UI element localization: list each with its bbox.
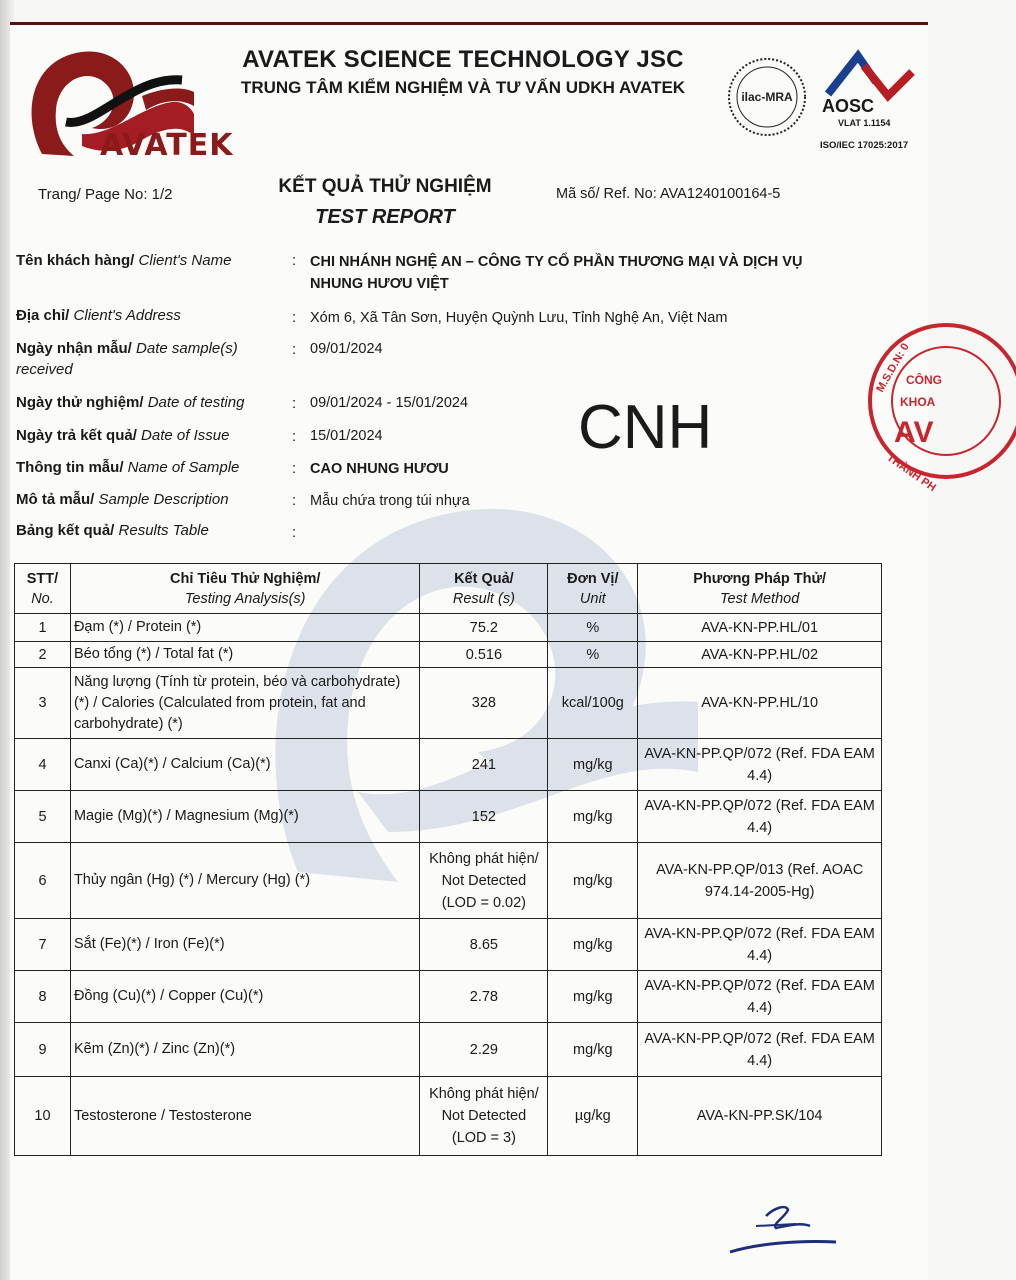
- sample-name-value: CAO NHUNG HƯƠU: [310, 461, 449, 477]
- row-method: AVA-KN-PP.HL/02: [638, 642, 882, 668]
- date-received-label: Ngày nhận mẫu/ Date sample(s): [16, 340, 238, 357]
- colon: :: [292, 395, 297, 412]
- report-title-vi: KẾT QUẢ THỬ NGHIỆM: [278, 176, 492, 197]
- results-table-label: Bảng kết quả/ Results Table: [16, 522, 209, 539]
- row-result: 241: [420, 739, 548, 791]
- row-analysis: Năng lượng (Tính từ protein, béo và carbohydrate) (*) / Calories (Calculated from protein, fat and carbohydrate) (*): [70, 668, 420, 739]
- header-result: Kết Quả/ Result (s): [420, 564, 548, 614]
- handwritten-signature: [726, 1196, 846, 1266]
- company-subtitle: TRUNG TÂM KIỂM NGHIỆM VÀ TƯ VẤN UDKH AVATEK: [240, 78, 686, 97]
- row-result: 152: [420, 791, 548, 843]
- date-issue-label: Ngày trả kết quả/ Date of Issue: [16, 427, 230, 444]
- row-no: 4: [15, 739, 71, 791]
- row-analysis: Magie (Mg)(*) / Magnesium (Mg)(*): [70, 791, 420, 843]
- table-header-row: [15, 564, 882, 614]
- row-result: 2.78: [420, 971, 548, 1023]
- row-result: Không phát hiện/ Not Detected (LOD = 0.02): [420, 843, 548, 919]
- header-analysis: Chỉ Tiêu Thử Nghiệm/ Testing Analysis(s): [70, 564, 420, 614]
- row-result: Không phát hiện/ Not Detected (LOD = 3): [420, 1077, 548, 1156]
- cnh-overlay-text: CNH: [578, 393, 713, 462]
- row-analysis: Thủy ngân (Hg) (*) / Mercury (Hg) (*): [70, 843, 420, 919]
- colon: :: [292, 341, 297, 358]
- table-row: [15, 668, 882, 739]
- row-unit: mg/kg: [548, 971, 638, 1023]
- row-result: 75.2: [420, 614, 548, 642]
- company-name: AVATEK SCIENCE TECHNOLOGY JSC: [242, 46, 684, 73]
- date-issue-value: 15/01/2024: [310, 428, 383, 444]
- date-received-label-line2: received: [16, 361, 73, 378]
- row-no: 3: [15, 668, 71, 739]
- row-no: 5: [15, 791, 71, 843]
- results-table: [14, 563, 882, 1156]
- row-method: AVA-KN-PP.QP/072 (Ref. FDA EAM 4.4): [638, 919, 882, 971]
- date-received-value: 09/01/2024: [310, 341, 383, 357]
- report-title: [262, 176, 508, 229]
- row-result: 0.516: [420, 642, 548, 668]
- row-method: AVA-KN-PP.QP/072 (Ref. FDA EAM 4.4): [638, 971, 882, 1023]
- header-no: STT/ No.: [15, 564, 71, 614]
- row-analysis: Đạm (*) / Protein (*): [70, 614, 420, 642]
- colon: :: [292, 252, 297, 269]
- row-unit: mg/kg: [548, 739, 638, 791]
- sample-description-value: Mẫu chứa trong túi nhựa: [310, 493, 470, 509]
- colon: :: [292, 309, 297, 326]
- header-method: Phương Pháp Thử/ Test Method: [638, 564, 882, 614]
- company-header: [218, 46, 708, 98]
- row-method: AVA-KN-PP.HL/10: [638, 668, 882, 739]
- row-no: 1: [15, 614, 71, 642]
- row-method: AVA-KN-PP.HL/01: [638, 614, 882, 642]
- row-unit: %: [548, 614, 638, 642]
- svg-text:THÀNH PH: THÀNH PH: [884, 451, 938, 495]
- company-stamp: [866, 316, 1016, 495]
- svg-text:CÔNG: CÔNG: [906, 373, 942, 387]
- row-analysis: Testosterone / Testosterone: [70, 1077, 420, 1156]
- table-row: [15, 791, 882, 843]
- client-name-value-line2: NHUNG HƯƠU VIỆT: [310, 276, 449, 292]
- svg-text:AV: AV: [894, 416, 934, 449]
- row-unit: kcal/100g: [548, 668, 638, 739]
- aosc-vlat: VLAT 1.1154: [838, 118, 891, 128]
- row-unit: mg/kg: [548, 1023, 638, 1077]
- table-row: [15, 1023, 882, 1077]
- svg-text:KHOA: KHOA: [900, 395, 936, 409]
- client-name-value: CHI NHÁNH NGHỆ AN – CÔNG TY CỔ PHẦN THƯƠNG MẠI VÀ DỊCH VỤ: [310, 254, 803, 270]
- page-number: Trang/ Page No: 1/2: [38, 186, 173, 203]
- date-testing-value: 09/01/2024 - 15/01/2024: [310, 395, 469, 411]
- sample-name-label: Thông tin mẫu/ Name of Sample: [16, 459, 240, 476]
- row-no: 2: [15, 642, 71, 668]
- row-analysis: Canxi (Ca)(*) / Calcium (Ca)(*): [70, 739, 420, 791]
- client-name-label: Tên khách hàng/ Client's Name: [16, 252, 232, 269]
- date-testing-label: Ngày thử nghiệm/ Date of testing: [16, 394, 245, 411]
- row-result: 328: [420, 668, 548, 739]
- ilac-mra-seal-icon: [726, 56, 808, 138]
- colon: :: [292, 524, 297, 541]
- row-result: 2.29: [420, 1023, 548, 1077]
- row-no: 9: [15, 1023, 71, 1077]
- row-analysis: Kẽm (Zn)(*) / Zinc (Zn)(*): [70, 1023, 420, 1077]
- row-method: AVA-KN-PP.QP/072 (Ref. FDA EAM 4.4): [638, 739, 882, 791]
- sample-description-label: Mô tả mẫu/ Sample Description: [16, 491, 229, 508]
- row-no: 10: [15, 1077, 71, 1156]
- table-row: [15, 642, 882, 668]
- colon: :: [292, 460, 297, 477]
- row-unit: µg/kg: [548, 1077, 638, 1156]
- table-row: [15, 1077, 882, 1156]
- ilac-text: ilac-MRA: [741, 90, 793, 104]
- table-row: [15, 971, 882, 1023]
- colon: :: [292, 492, 297, 509]
- aosc-wordmark: AOSC: [822, 96, 875, 116]
- row-unit: mg/kg: [548, 843, 638, 919]
- table-row: [15, 614, 882, 642]
- row-analysis: Sắt (Fe)(*) / Iron (Fe)(*): [70, 919, 420, 971]
- row-method: AVA-KN-PP.QP/072 (Ref. FDA EAM 4.4): [638, 791, 882, 843]
- row-unit: mg/kg: [548, 919, 638, 971]
- row-analysis: Đồng (Cu)(*) / Copper (Cu)(*): [70, 971, 420, 1023]
- aosc-iso: ISO/IEC 17025:2017: [820, 140, 909, 151]
- table-row: [15, 919, 882, 971]
- row-unit: mg/kg: [548, 791, 638, 843]
- row-method: AVA-KN-PP.QP/013 (Ref. AOAC 974.14-2005-Hg): [638, 843, 882, 919]
- row-unit: %: [548, 642, 638, 668]
- colon: :: [292, 428, 297, 445]
- row-analysis: Béo tổng (*) / Total fat (*): [70, 642, 420, 668]
- row-method: AVA-KN-PP.SK/104: [638, 1077, 882, 1156]
- row-no: 7: [15, 919, 71, 971]
- table-row: [15, 843, 882, 919]
- reference-number: Mã số/ Ref. No: AVA1240100164-5: [556, 186, 781, 202]
- client-address-label: Địa chỉ/ Client's Address: [16, 307, 181, 324]
- svg-text:M.S.D.N: 0: M.S.D.N: 0: [874, 341, 912, 395]
- header-unit: Đơn Vị/ Unit: [548, 564, 638, 614]
- client-address-value: Xóm 6, Xã Tân Sơn, Huyện Quỳnh Lưu, Tỉnh Nghệ An, Việt Nam: [310, 310, 728, 326]
- table-row: [15, 739, 882, 791]
- row-method: AVA-KN-PP.QP/072 (Ref. FDA EAM 4.4): [638, 1023, 882, 1077]
- row-no: 6: [15, 843, 71, 919]
- row-no: 8: [15, 971, 71, 1023]
- row-result: 8.65: [420, 919, 548, 971]
- logo-wordmark: AVATEK: [100, 128, 234, 163]
- report-title-en: TEST REPORT: [315, 206, 455, 228]
